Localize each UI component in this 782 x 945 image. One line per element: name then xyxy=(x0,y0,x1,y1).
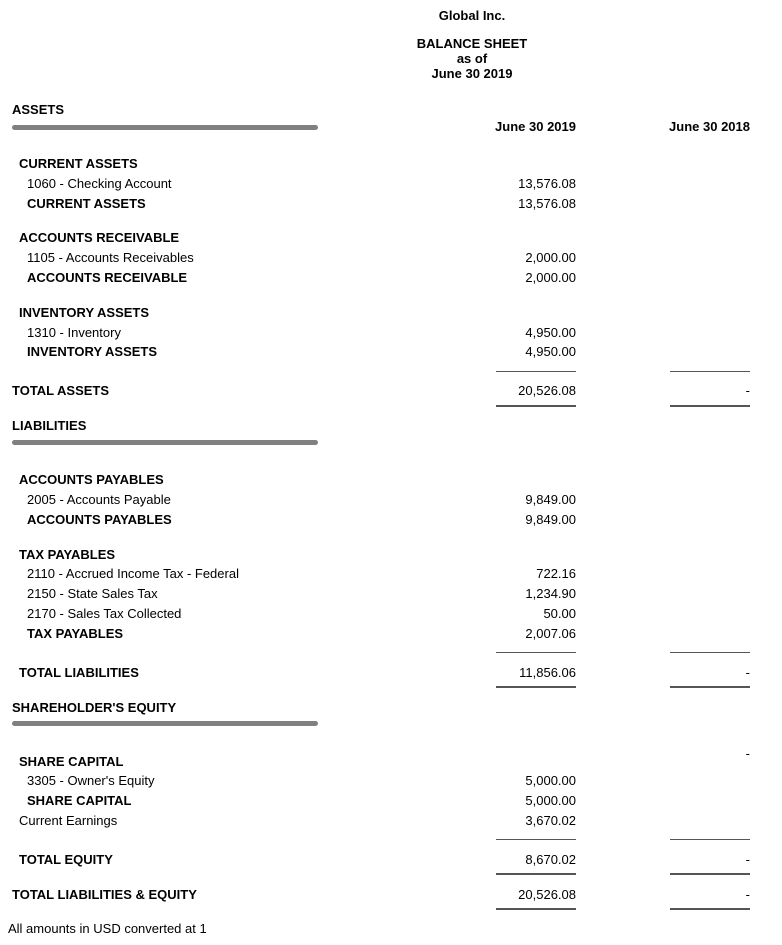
inventory-assets-heading: INVENTORY ASSETS xyxy=(19,305,150,320)
currency-note: All amounts in USD converted at 1 xyxy=(8,921,207,936)
account-2005-label: 2005 - Accounts Payable xyxy=(27,492,171,507)
report-title: BALANCE SHEET xyxy=(416,36,528,51)
total-equity-prior: - xyxy=(745,852,750,867)
accounts-receivable-subtotal-value: 2,000.00 xyxy=(525,270,576,285)
account-1310-value: 4,950.00 xyxy=(525,325,576,340)
account-2150-value: 1,234.90 xyxy=(525,586,576,601)
report-date: June 30 2019 xyxy=(431,66,513,81)
account-2110-value: 722.16 xyxy=(536,566,576,581)
total-liabilities-equity-label: TOTAL LIABILITIES & EQUITY xyxy=(12,887,197,902)
assets-divider xyxy=(12,125,318,130)
total-liabilities-equity-current: 20,526.08 xyxy=(518,887,576,902)
total-equity-current: 8,670.02 xyxy=(525,852,576,867)
account-2170-value: 50.00 xyxy=(543,606,576,621)
equity-divider xyxy=(12,721,318,726)
share-capital-subtotal-label: SHARE CAPITAL xyxy=(27,793,132,808)
total-liabilities-current: 11,856.06 xyxy=(519,665,576,680)
accounts-receivable-heading: ACCOUNTS RECEIVABLE xyxy=(19,230,180,245)
accounts-payables-subtotal-label: ACCOUNTS PAYABLES xyxy=(27,512,172,527)
share-capital-heading: SHARE CAPITAL xyxy=(19,754,124,769)
account-2110-label: 2110 - Accrued Income Tax - Federal xyxy=(27,566,239,581)
inventory-assets-subtotal-label: INVENTORY ASSETS xyxy=(27,344,158,359)
total-assets-top-rule-prior xyxy=(670,371,750,372)
tax-payables-heading: TAX PAYABLES xyxy=(19,547,116,562)
account-1105-label: 1105 - Accounts Receivables xyxy=(27,250,194,265)
account-1105-value: 2,000.00 xyxy=(525,250,576,265)
current-assets-heading: CURRENT ASSETS xyxy=(19,156,138,171)
grand-total-bottom-rule xyxy=(496,908,576,910)
total-assets-bottom-rule-prior xyxy=(670,405,750,407)
account-1060-value: 13,576.08 xyxy=(518,176,576,191)
liabilities-heading: LIABILITIES xyxy=(12,418,87,433)
accounts-payables-subtotal-value: 9,849.00 xyxy=(525,512,576,527)
current-earnings-value: 3,670.02 xyxy=(525,813,576,828)
current-earnings-label: Current Earnings xyxy=(19,813,118,828)
total-liabilities-top-rule xyxy=(496,652,576,653)
grand-total-bottom-rule-prior xyxy=(670,908,750,910)
total-equity-label: TOTAL EQUITY xyxy=(19,852,113,867)
total-liabilities-bottom-rule-prior xyxy=(670,686,750,688)
accounts-payables-heading: ACCOUNTS PAYABLES xyxy=(19,472,164,487)
total-equity-bottom-rule-prior xyxy=(670,873,750,875)
current-assets-subtotal-value: 13,576.08 xyxy=(518,196,576,211)
column-header-current: June 30 2019 xyxy=(495,119,576,134)
company-name: Global Inc. xyxy=(438,8,506,23)
inventory-assets-subtotal-value: 4,950.00 xyxy=(525,344,576,359)
total-equity-top-rule-prior xyxy=(670,839,750,840)
account-2005-value: 9,849.00 xyxy=(525,492,576,507)
report-as-of: as of xyxy=(456,51,488,66)
accounts-receivable-subtotal-label: ACCOUNTS RECEIVABLE xyxy=(27,270,188,285)
total-equity-top-rule xyxy=(496,839,576,840)
account-1310-label: 1310 - Inventory xyxy=(27,325,121,340)
account-2170-label: 2170 - Sales Tax Collected xyxy=(27,606,182,621)
total-liabilities-bottom-rule xyxy=(496,686,576,688)
total-liabilities-equity-prior: - xyxy=(745,887,750,902)
account-1060-label: 1060 - Checking Account xyxy=(27,176,172,191)
total-equity-bottom-rule xyxy=(496,873,576,875)
current-assets-subtotal-label: CURRENT ASSETS xyxy=(27,196,146,211)
account-3305-label: 3305 - Owner's Equity xyxy=(27,773,155,788)
column-header-prior: June 30 2018 xyxy=(669,119,750,134)
equity-heading: SHAREHOLDER'S EQUITY xyxy=(12,700,177,715)
tax-payables-subtotal-label: TAX PAYABLES xyxy=(27,626,124,641)
total-liabilities-top-rule-prior xyxy=(670,652,750,653)
account-3305-value: 5,000.00 xyxy=(525,773,576,788)
share-capital-subtotal-value: 5,000.00 xyxy=(525,793,576,808)
total-assets-current: 20,526.08 xyxy=(518,383,576,398)
assets-heading: ASSETS xyxy=(12,102,65,117)
equity-prior-placeholder: - xyxy=(745,746,750,761)
total-liabilities-prior: - xyxy=(745,665,750,680)
total-liabilities-label: TOTAL LIABILITIES xyxy=(19,665,139,680)
total-assets-prior: - xyxy=(745,383,750,398)
account-2150-label: 2150 - State Sales Tax xyxy=(27,586,158,601)
total-assets-bottom-rule xyxy=(496,405,576,407)
total-assets-label: TOTAL ASSETS xyxy=(12,383,110,398)
total-assets-top-rule xyxy=(496,371,576,372)
tax-payables-subtotal-value: 2,007.06 xyxy=(525,626,576,641)
liabilities-divider xyxy=(12,440,318,445)
